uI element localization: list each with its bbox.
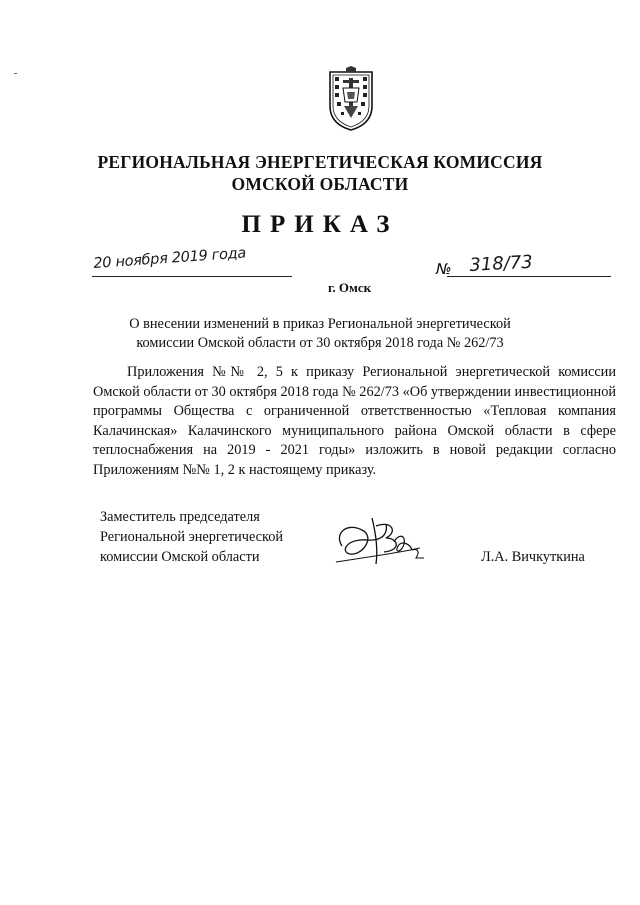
handwritten-signature bbox=[332, 504, 432, 574]
scan-mark bbox=[14, 73, 17, 74]
signer-position-line2: Региональной энергетической bbox=[100, 529, 284, 545]
number-sign: № bbox=[436, 260, 452, 278]
org-name-line1: РЕГИОНАЛЬНАЯ ЭНЕРГЕТИЧЕСКАЯ КОМИССИЯ bbox=[97, 152, 543, 172]
number-underline bbox=[447, 276, 611, 277]
handwritten-date: 20 ноября 2019 года bbox=[92, 245, 247, 272]
org-name-line2: ОМСКОЙ ОБЛАСТИ bbox=[231, 174, 409, 194]
subject-line1: О внесении изменений в приказ Региональной энергетической bbox=[129, 316, 511, 332]
handwritten-number: 318/73 bbox=[468, 251, 534, 276]
signer-name: Л.А. Вичкуткина bbox=[481, 549, 585, 565]
city-label: г. Омск bbox=[328, 280, 372, 295]
coat-of-arms-icon bbox=[326, 66, 376, 132]
signer-position-line3: комиссии Омской области bbox=[100, 549, 260, 565]
signer-position-line1: Заместитель председателя bbox=[100, 509, 260, 525]
body-paragraph: Приложения №№ 2, 5 к приказу Региональной энергетической комиссии Омской области от 30 октября 2018 года № 262/73 «Об утверждении инвестиционной программы Общества с ограниченной ответственностью «Тепловая компания Калачинская» Калачинского муниципального района Омской области в сфере теплоснабжения на 2019 - 2021 годы» изложить в новой редакции согласно Приложениям №№ 1, 2 к настоящему приказу. bbox=[93, 364, 616, 478]
subject-line2: комиссии Омской области от 30 октября 2018 года № 262/73 bbox=[136, 335, 504, 351]
date-underline bbox=[92, 276, 292, 277]
document-type-title: ПРИКАЗ bbox=[241, 211, 399, 238]
